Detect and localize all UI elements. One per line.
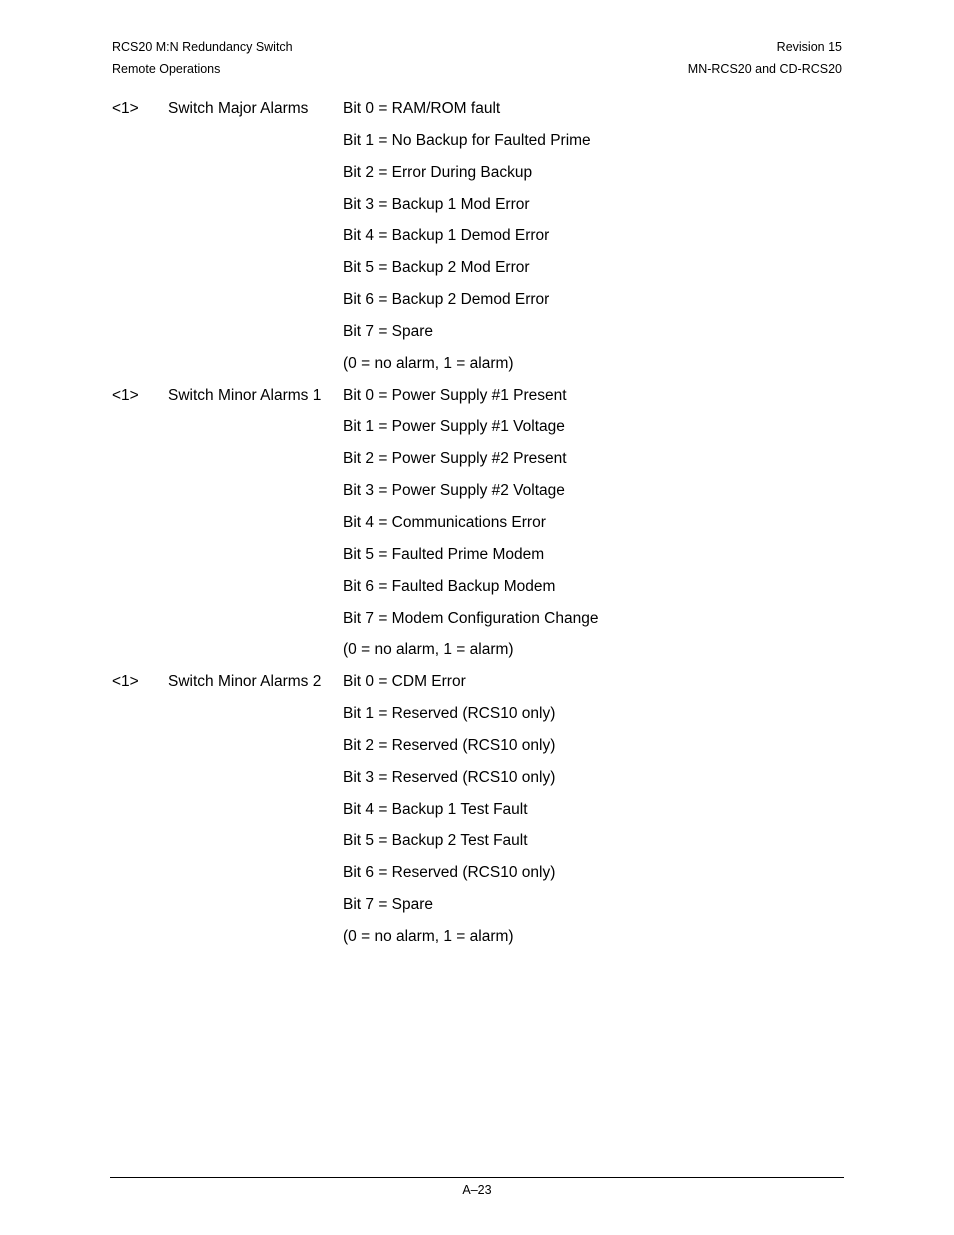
alarm-bit-line: Bit 2 = Power Supply #2 Present xyxy=(343,450,567,468)
alarm-bit-line: Bit 6 = Faulted Backup Modem xyxy=(343,577,556,595)
alarm-group-major xyxy=(112,93,842,380)
alarm-definitions xyxy=(112,93,842,953)
alarm-legend: (0 = no alarm, 1 = alarm) xyxy=(343,927,514,945)
alarm-legend: (0 = no alarm, 1 = alarm) xyxy=(343,641,514,659)
alarm-bit-line: Bit 0 = CDM Error xyxy=(343,673,466,691)
alarm-bit-line: Bit 4 = Communications Error xyxy=(343,513,546,531)
alarm-bit-line: Bit 6 = Backup 2 Demod Error xyxy=(343,291,550,309)
alarm-bit-line: Bit 1 = Reserved (RCS10 only) xyxy=(343,705,556,723)
header-row-1 xyxy=(112,36,842,58)
alarm-group-id: <1> xyxy=(112,100,139,117)
page-header xyxy=(112,36,842,80)
alarm-group-id: <1> xyxy=(112,673,139,691)
footer-divider xyxy=(110,1177,844,1178)
alarm-bit-list xyxy=(343,666,842,953)
alarm-bit-line: Bit 3 = Power Supply #2 Voltage xyxy=(343,482,565,500)
alarm-legend: (0 = no alarm, 1 = alarm) xyxy=(343,354,514,372)
alarm-group-minor-1 xyxy=(112,380,842,667)
alarm-bit-line: Bit 0 = Power Supply #1 Present xyxy=(343,386,567,404)
alarm-bit-line: Bit 7 = Spare xyxy=(343,322,434,340)
alarm-bit-list xyxy=(343,93,842,380)
alarm-bit-line: Bit 5 = Backup 2 Test Fault xyxy=(343,832,528,850)
alarm-bit-line: Bit 5 = Backup 2 Mod Error xyxy=(343,259,530,277)
alarm-bit-line: Bit 5 = Faulted Prime Modem xyxy=(343,545,545,563)
alarm-bit-line: Bit 2 = Reserved (RCS10 only) xyxy=(343,736,556,754)
header-section: Remote Operations xyxy=(112,62,221,76)
alarm-bit-line: Bit 1 = Power Supply #1 Voltage xyxy=(343,418,565,436)
alarm-group-id: <1> xyxy=(112,386,139,404)
alarm-bit-line: Bit 3 = Reserved (RCS10 only) xyxy=(343,768,556,786)
alarm-group-name: Switch Minor Alarms 1 xyxy=(168,386,322,404)
header-revision: Revision 15 xyxy=(776,40,842,54)
alarm-bit-list xyxy=(343,380,842,667)
alarm-group-minor-2 xyxy=(112,666,842,953)
alarm-bit-line: Bit 6 = Reserved (RCS10 only) xyxy=(343,864,556,882)
page-number: A–23 xyxy=(462,1183,492,1197)
header-doc-number: MN-RCS20 and CD-RCS20 xyxy=(687,62,842,76)
alarm-bit-line: Bit 4 = Backup 1 Test Fault xyxy=(343,800,528,818)
alarm-bit-line: Bit 7 = Modem Configuration Change xyxy=(343,609,599,627)
alarm-bit-line: Bit 4 = Backup 1 Demod Error xyxy=(343,227,550,245)
alarm-group-name: Switch Minor Alarms 2 xyxy=(168,673,322,691)
alarm-bit-line: Bit 0 = RAM/ROM fault xyxy=(343,100,501,117)
alarm-bit-line: Bit 7 = Spare xyxy=(343,896,434,914)
alarm-bit-line: Bit 1 = No Backup for Faulted Prime xyxy=(343,131,591,149)
alarm-bit-line: Bit 2 = Error During Backup xyxy=(343,163,533,181)
alarm-group-name: Switch Major Alarms xyxy=(168,100,309,117)
header-doc-title: RCS20 M:N Redundancy Switch xyxy=(112,40,293,54)
header-row-2 xyxy=(112,58,842,80)
alarm-bit-line: Bit 3 = Backup 1 Mod Error xyxy=(343,195,530,213)
